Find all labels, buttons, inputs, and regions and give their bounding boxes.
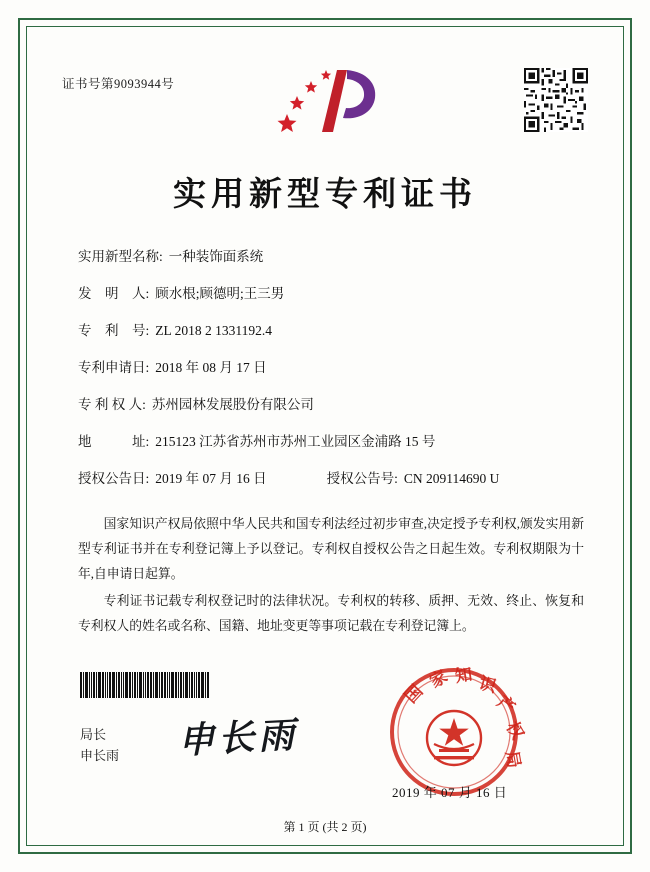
fields-block (78, 245, 588, 504)
handwritten-signature: 申长雨 (177, 713, 300, 763)
svg-text:识: 识 (476, 673, 499, 698)
grant-date-value: 2019 年 07 月 16 日 (155, 471, 267, 486)
field-value: 一种装饰面系统 (168, 249, 264, 264)
grant-number-label: 授权公告号: (326, 471, 398, 486)
field-row (78, 393, 588, 413)
legal-text (78, 512, 584, 641)
field-row (78, 319, 588, 339)
page-footer: 第 1 页 (共 2 页) (283, 820, 367, 834)
field-row (78, 430, 588, 450)
field-value: 苏州园林发展股份有限公司 (151, 397, 314, 412)
field-value: 2018 年 08 月 17 日 (155, 360, 267, 375)
signature-title-line1: 局长 (80, 727, 107, 742)
qr-code (524, 68, 588, 132)
cnipa-logo-icon (263, 62, 383, 138)
grant-number-value: CN 209114690 U (403, 471, 500, 486)
paragraph: 专利证书记载专利权登记时的法律状况。专利权的转移、质押、无效、终止、恢复和专利权人的姓名或名称、国籍、地址变更等事项记载在专利登记簿上。 (78, 593, 584, 633)
grant-date-label: 授权公告日: (78, 471, 150, 486)
grant-row (78, 467, 588, 487)
svg-text:权: 权 (501, 718, 526, 744)
svg-text:局: 局 (501, 749, 524, 770)
field-label: 专 利 号: (78, 323, 150, 338)
svg-text:产: 产 (492, 692, 519, 719)
field-label: 专利申请日: (78, 360, 150, 375)
signature-titles (80, 724, 119, 767)
svg-text:国: 国 (401, 681, 428, 708)
barcode (80, 672, 255, 698)
field-label: 发 明 人: (78, 286, 150, 301)
field-row (78, 356, 588, 376)
field-label: 实用新型名称: (78, 249, 163, 264)
field-label: 地 址: (78, 434, 150, 449)
field-value: ZL 2018 2 1331192.4 (155, 323, 273, 338)
svg-text:知: 知 (453, 664, 474, 687)
field-value: 顾水根;顾德明;王三男 (155, 286, 285, 301)
svg-text:家: 家 (426, 666, 452, 693)
certificate-number: 证书号第9093944号 (62, 77, 175, 91)
field-row (78, 282, 588, 302)
signature-title-line2: 申长雨 (80, 748, 120, 764)
field-row (78, 245, 588, 265)
seal-date: 2019 年 07 月 16 日 (392, 785, 508, 800)
field-label: 专 利 权 人: (78, 397, 146, 412)
paragraph: 国家知识产权局依照中华人民共和国专利法经过初步审查,决定授予专利权,颁发实用新型专利证书并在专利登记簿上予以登记。专利权自授权公告之日起生效。专利权期限为十年,自申请日起算。 (78, 517, 584, 581)
page-title: 实用新型专利证书 (173, 174, 477, 213)
field-value: 215123 江苏省苏州市苏州工业园区金浦路 15 号 (155, 434, 436, 449)
